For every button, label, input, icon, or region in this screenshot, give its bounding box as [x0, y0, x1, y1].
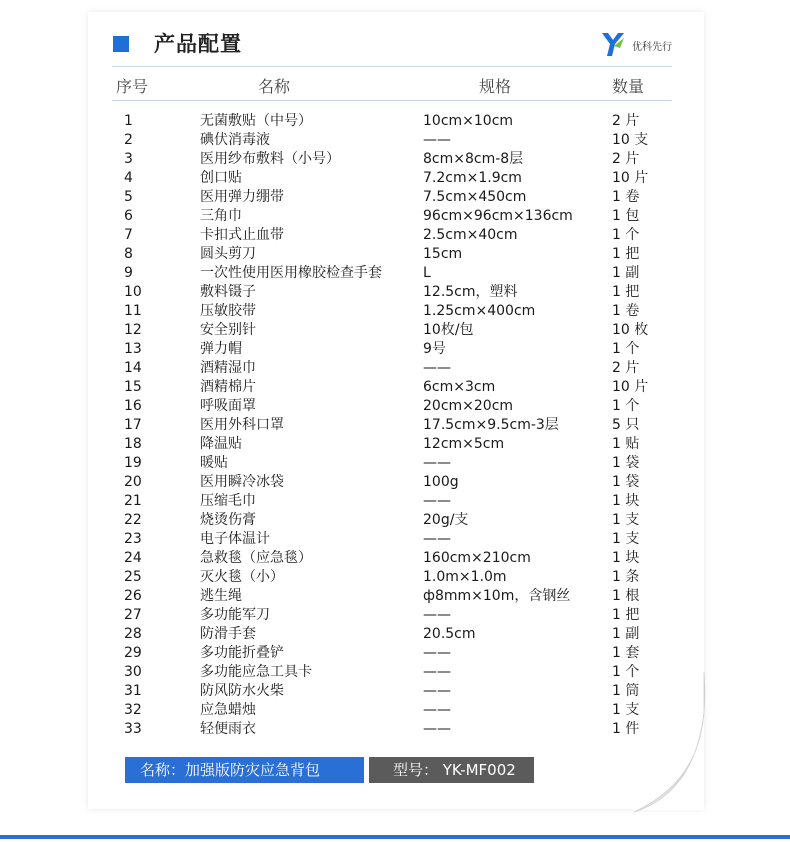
table-row [0, 397, 790, 416]
item-quantity: 1 卷 [612, 303, 640, 319]
item-spec: 8cm×8cm-8层 [423, 151, 524, 167]
item-quantity: 1 个 [612, 341, 640, 357]
config-table-body [0, 112, 790, 739]
item-name: 多功能应急工具卡 [200, 664, 312, 680]
row-number: 21 [124, 493, 142, 509]
item-name: 卡扣式止血带 [200, 227, 284, 243]
item-quantity: 10 支 [612, 132, 649, 148]
table-row [0, 245, 790, 264]
table-row [0, 302, 790, 321]
item-quantity: 1 袋 [612, 455, 640, 471]
column-header-divider [112, 100, 672, 101]
item-spec: 96cm×96cm×136cm [423, 208, 573, 224]
item-spec: —— [423, 493, 451, 509]
row-number: 31 [124, 683, 142, 699]
item-quantity: 1 支 [612, 531, 640, 547]
item-spec: —— [423, 607, 451, 623]
item-name: 电子体温计 [200, 531, 270, 547]
item-spec: —— [423, 664, 451, 680]
item-quantity: 10 枚 [612, 322, 649, 338]
item-spec: L [423, 265, 431, 281]
row-number: 7 [124, 227, 133, 243]
item-spec: —— [423, 132, 451, 148]
table-row [0, 587, 790, 606]
item-name: 安全别针 [200, 322, 256, 338]
row-number: 13 [124, 341, 142, 357]
item-spec: 6cm×3cm [423, 379, 496, 395]
item-quantity: 1 袋 [612, 474, 640, 490]
item-spec: 20cm×20cm [423, 398, 514, 414]
item-spec: 17.5cm×9.5cm-3层 [423, 417, 559, 433]
bottom-accent-line [0, 835, 790, 839]
row-number: 9 [124, 265, 133, 281]
row-number: 26 [124, 588, 142, 604]
table-row [0, 359, 790, 378]
item-quantity: 1 筒 [612, 683, 640, 699]
item-spec: —— [423, 683, 451, 699]
item-quantity: 1 块 [612, 550, 640, 566]
item-quantity: 1 贴 [612, 436, 640, 452]
table-row [0, 473, 790, 492]
item-spec: —— [423, 360, 451, 376]
row-number: 23 [124, 531, 142, 547]
item-spec: 10cm×10cm [423, 113, 514, 129]
row-number: 6 [124, 208, 133, 224]
table-row [0, 549, 790, 568]
table-row [0, 663, 790, 682]
row-number: 18 [124, 436, 142, 452]
table-row [0, 625, 790, 644]
item-name: 碘伏消毒液 [200, 132, 270, 148]
row-number: 10 [124, 284, 142, 300]
item-quantity: 1 卷 [612, 189, 640, 205]
row-number: 12 [124, 322, 142, 338]
table-row [0, 644, 790, 663]
item-name: 弹力帽 [200, 341, 242, 357]
table-row [0, 264, 790, 283]
item-name: 逃生绳 [200, 588, 242, 604]
table-row [0, 321, 790, 340]
item-spec: 20g/支 [423, 512, 469, 528]
item-name: 医用瞬冷冰袋 [200, 474, 284, 490]
row-number: 11 [124, 303, 142, 319]
table-row [0, 169, 790, 188]
item-name: 急救毯（应急毯） [200, 550, 312, 566]
item-name: 圆头剪刀 [200, 246, 256, 262]
item-name: 创口贴 [200, 170, 242, 186]
item-name: 医用外科口罩 [200, 417, 284, 433]
table-row [0, 454, 790, 473]
item-name: 三角巾 [200, 208, 242, 224]
table-row [0, 511, 790, 530]
item-quantity: 1 条 [612, 569, 640, 585]
table-row [0, 530, 790, 549]
row-number: 14 [124, 360, 142, 376]
table-row [0, 207, 790, 226]
row-number: 2 [124, 132, 133, 148]
page-title: 产品配置 [154, 32, 242, 56]
item-quantity: 1 副 [612, 265, 640, 281]
item-name: 一次性使用医用橡胶检查手套 [200, 265, 382, 281]
item-name: 医用纱布敷料（小号） [200, 151, 340, 167]
item-spec: 7.5cm×450cm [423, 189, 527, 205]
row-number: 29 [124, 645, 142, 661]
item-name: 呼吸面罩 [200, 398, 256, 414]
row-number: 32 [124, 702, 142, 718]
item-name: 防风防水火柴 [200, 683, 284, 699]
row-number: 17 [124, 417, 142, 433]
row-number: 5 [124, 189, 133, 205]
row-number: 16 [124, 398, 142, 414]
item-spec: ф8mm×10m，含钢丝 [423, 588, 571, 604]
item-spec: 2.5cm×40cm [423, 227, 518, 243]
item-name: 压缩毛巾 [200, 493, 256, 509]
column-header-name: 名称 [258, 77, 291, 96]
column-header-spec: 规格 [479, 77, 512, 96]
item-spec: —— [423, 455, 451, 471]
row-number: 25 [124, 569, 142, 585]
item-spec: 1.0m×1.0m [423, 569, 507, 585]
item-spec: 12.5cm，塑料 [423, 284, 518, 300]
item-name: 酒精棉片 [200, 379, 256, 395]
item-name: 轻便雨衣 [200, 721, 256, 737]
item-name: 降温贴 [200, 436, 242, 452]
row-number: 19 [124, 455, 142, 471]
table-row [0, 492, 790, 511]
row-number: 24 [124, 550, 142, 566]
row-number: 1 [124, 113, 133, 129]
item-quantity: 2 片 [612, 360, 640, 376]
item-quantity: 1 支 [612, 702, 640, 718]
column-header-no: 序号 [116, 77, 149, 96]
table-row [0, 112, 790, 131]
row-number: 27 [124, 607, 142, 623]
table-row [0, 416, 790, 435]
item-spec: 9号 [423, 341, 446, 357]
table-row [0, 606, 790, 625]
table-row [0, 131, 790, 150]
item-quantity: 1 把 [612, 284, 640, 300]
item-quantity: 10 片 [612, 379, 649, 395]
item-quantity: 1 把 [612, 607, 640, 623]
item-name: 敷料镊子 [200, 284, 256, 300]
item-name: 防滑手套 [200, 626, 256, 642]
row-number: 8 [124, 246, 133, 262]
title-marker [113, 36, 129, 52]
item-quantity: 1 支 [612, 512, 640, 528]
column-header-qty: 数量 [612, 77, 645, 96]
item-name: 灭火毯（小） [200, 569, 284, 585]
item-quantity: 10 片 [612, 170, 649, 186]
table-row [0, 226, 790, 245]
item-spec: 100g [423, 474, 459, 490]
table-row [0, 682, 790, 701]
row-number: 22 [124, 512, 142, 528]
item-quantity: 2 片 [612, 151, 640, 167]
table-row [0, 150, 790, 169]
item-name: 压敏胶带 [200, 303, 256, 319]
item-quantity: 2 片 [612, 113, 640, 129]
item-spec: 15cm [423, 246, 463, 262]
item-name: 无菌敷贴（中号） [200, 113, 312, 129]
table-row [0, 283, 790, 302]
item-spec: 20.5cm [423, 626, 476, 642]
item-spec: 1.25cm×400cm [423, 303, 536, 319]
row-number: 20 [124, 474, 142, 490]
item-spec: —— [423, 721, 451, 737]
item-name: 烧烫伤膏 [200, 512, 256, 528]
item-name: 应急蜡烛 [200, 702, 256, 718]
row-number: 3 [124, 151, 133, 167]
table-row [0, 378, 790, 397]
item-quantity: 1 个 [612, 664, 640, 680]
item-quantity: 1 把 [612, 246, 640, 262]
row-number: 15 [124, 379, 142, 395]
table-row [0, 188, 790, 207]
header-divider [112, 66, 672, 67]
row-number: 33 [124, 721, 142, 737]
item-spec: 12cm×5cm [423, 436, 505, 452]
item-spec: 10枚/包 [423, 322, 474, 338]
table-row [0, 568, 790, 587]
item-spec: —— [423, 531, 451, 547]
item-name: 暖贴 [200, 455, 228, 471]
item-spec: 160cm×210cm [423, 550, 531, 566]
item-name: 多功能军刀 [200, 607, 270, 623]
brand-name: 优科先行 [632, 42, 672, 53]
item-quantity: 1 件 [612, 721, 640, 737]
item-name: 医用弹力绷带 [200, 189, 284, 205]
item-quantity: 1 套 [612, 645, 640, 661]
row-number: 30 [124, 664, 142, 680]
item-quantity: 1 包 [612, 208, 640, 224]
row-number: 28 [124, 626, 142, 642]
item-name: 酒精湿巾 [200, 360, 256, 376]
item-quantity: 5 只 [612, 417, 640, 433]
row-number: 4 [124, 170, 133, 186]
item-spec: —— [423, 645, 451, 661]
model-number-bar: 型号： YK-MF002 [369, 757, 534, 783]
product-name-bar: 名称：加强版防灾应急背包 [125, 757, 364, 783]
table-row [0, 720, 790, 739]
item-quantity: 1 副 [612, 626, 640, 642]
item-quantity: 1 个 [612, 398, 640, 414]
item-spec: —— [423, 702, 451, 718]
item-quantity: 1 个 [612, 227, 640, 243]
item-spec: 7.2cm×1.9cm [423, 170, 522, 186]
item-name: 多功能折叠铲 [200, 645, 284, 661]
table-row [0, 435, 790, 454]
table-row [0, 701, 790, 720]
item-quantity: 1 块 [612, 493, 640, 509]
item-quantity: 1 根 [612, 588, 640, 604]
table-row [0, 340, 790, 359]
